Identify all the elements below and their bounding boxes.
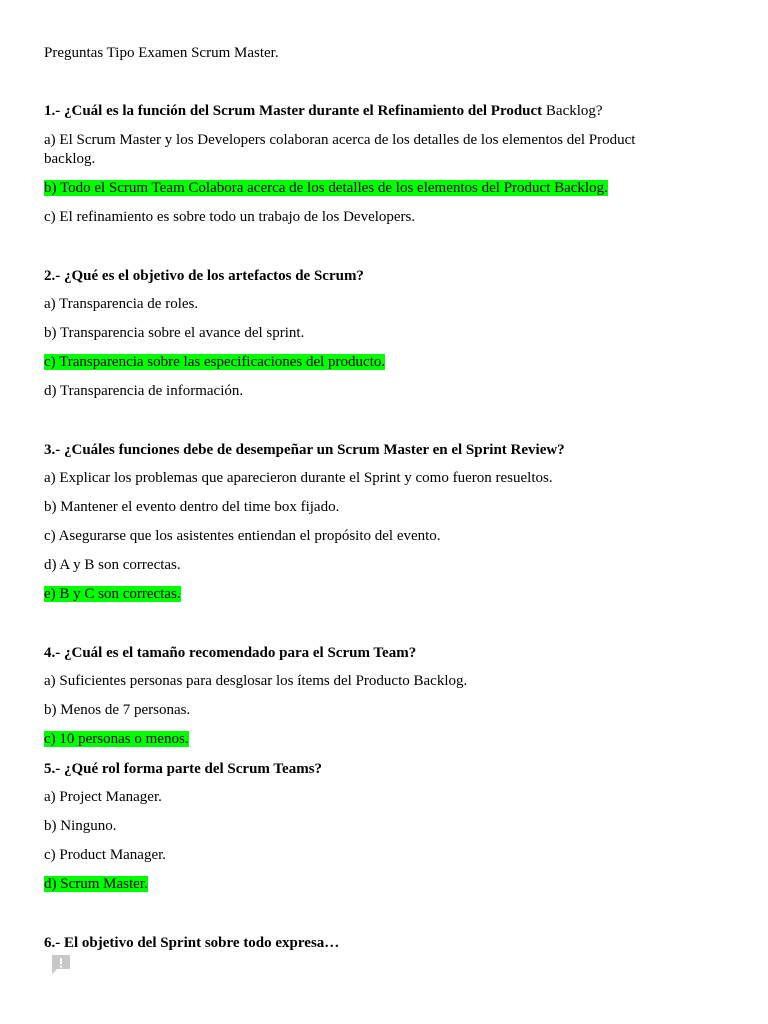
question-4: 4.- ¿Cuál es el tamaño recomendado para el Scrum Team? [44,645,417,661]
q4-option-c [44,730,189,749]
question-3: 3.- ¿Cuáles funciones debe de desempeñar un Scrum Master en el Sprint Review? [44,442,565,458]
q3-option-b: b) Mantener el evento dentro del time box fijado. [44,499,340,515]
question-1-rest: Backlog? [542,103,603,119]
question-1-bold: 1.- ¿Cuál es la función del Scrum Master durante el Refinamiento del Product [44,103,543,119]
q5-option-c: c) Product Manager. [44,847,167,863]
q2-option-c [44,353,385,372]
q5-option-a: a) Project Manager. [44,789,162,805]
feedback-icon [50,953,72,975]
q2-option-b: b) Transparencia sobre el avance del sprint. [44,325,305,341]
question-2: 2.- ¿Qué es el objetivo de los artefactos de Scrum? [44,268,364,284]
document-title: Preguntas Tipo Examen Scrum Master. [44,45,279,61]
q1-option-b-highlight: b) Todo el Scrum Team Colabora acerca de los detalles de los elementos del Product Backlog. [44,180,608,196]
q3-option-c: c) Asegurarse que los asistentes entiendan el propósito del evento. [44,528,441,544]
q3-option-a: a) Explicar los problemas que aparecieron durante el Sprint y como fueron resueltos. [44,470,553,486]
q5-option-b: b) Ninguno. [44,818,117,834]
q1-option-c: c) El refinamiento es sobre todo un trabajo de los Developers. [44,209,416,225]
feedback-button[interactable] [50,953,72,975]
q4-option-b: b) Menos de 7 personas. [44,702,191,718]
question-6: 6.- El objetivo del Sprint sobre todo expresa… [44,935,340,951]
question-1 [44,102,603,121]
q5-option-d-highlight: d) Scrum Master. [44,876,148,892]
q1-option-a: a) El Scrum Master y los Developers colaboran acerca de los detalles de los elementos del Product backlog. [44,132,636,167]
q3-option-d: d) A y B son correctas. [44,557,181,573]
q2-option-a: a) Transparencia de roles. [44,296,199,312]
q1-option-b [44,179,608,198]
q2-option-d: d) Transparencia de información. [44,383,244,399]
q2-option-c-highlight: c) Transparencia sobre las especificaciones del producto. [44,354,386,370]
q4-option-c-highlight: c) 10 personas o menos. [44,731,189,747]
question-5: 5.- ¿Qué rol forma parte del Scrum Teams? [44,761,323,777]
q4-option-a: a) Suficientes personas para desglosar los ítems del Producto Backlog. [44,673,468,689]
q5-option-d [44,875,148,894]
q3-option-e-highlight: e) B y C son correctas. [44,586,181,602]
q3-option-e [44,585,181,604]
